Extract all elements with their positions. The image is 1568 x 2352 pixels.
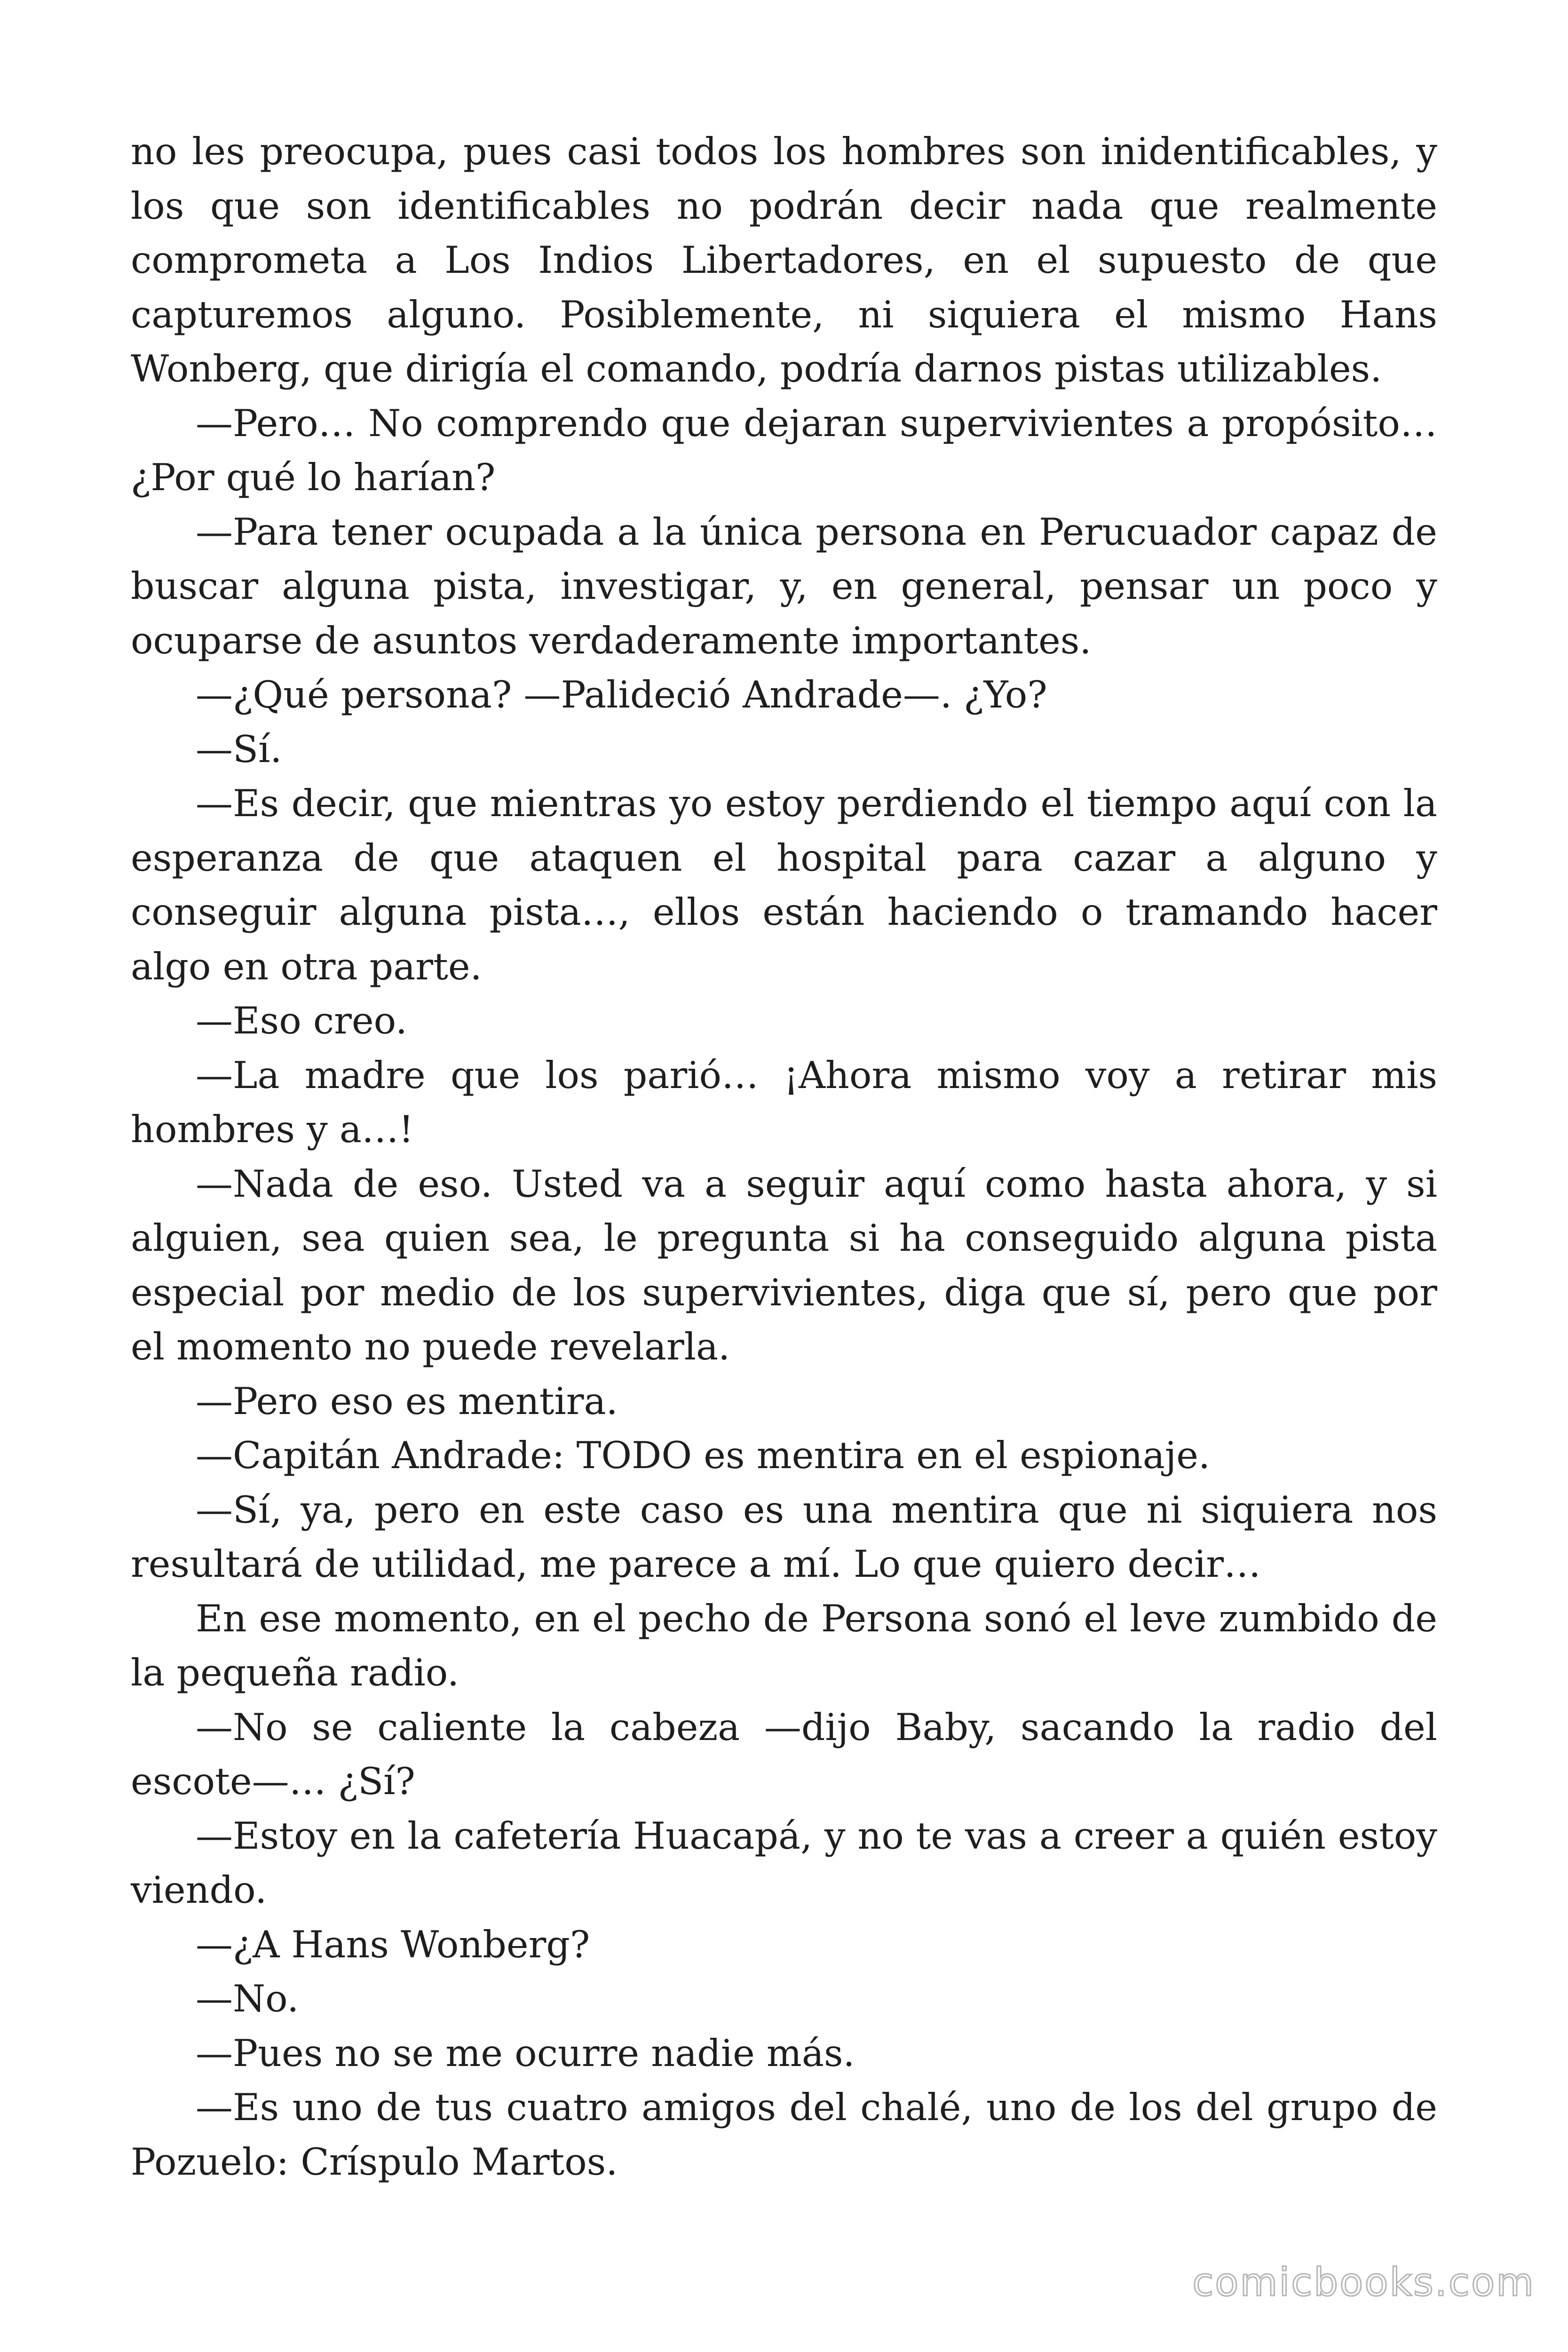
paragraph-2: —Pero… No comprendo que dejaran supervivientes a propósito… ¿Por qué lo harían? (131, 401, 1437, 499)
page-body (131, 125, 1437, 2189)
paragraph-5: —Sí. (196, 727, 282, 771)
paragraph-10: —Pero eso es mentira. (196, 1379, 618, 1423)
paragraph-7: —Eso creo. (196, 999, 407, 1042)
watermark: comicbooks.com (1192, 2260, 1535, 2305)
paragraph-3: —Para tener ocupada a la única persona en Perucuador capaz de buscar alguna pista, investigar, y, en general, pensar un poco y ocuparse de asuntos verdaderamente importantes. (131, 510, 1437, 662)
paragraph-13: En ese momento, en el pecho de Persona sonó el leve zumbido de la pequeña radio. (131, 1597, 1437, 1694)
paragraph-6: —Es decir, que mientras yo estoy perdiendo el tiempo aquí con la esperanza de que ataquen el hospital para cazar a alguno y conseguir alguna pista…, ellos están haciendo o tramando hacer algo en otra parte. (131, 782, 1437, 988)
paragraph-14: —No se caliente la cabeza —dijo Baby, sacando la radio del escote—… ¿Sí? (131, 1705, 1437, 1803)
paragraph-4: —¿Qué persona? —Palideció Andrade—. ¿Yo? (196, 673, 1047, 716)
paragraph-17: —No. (196, 1977, 299, 2020)
paragraph-15: —Estoy en la cafetería Huacapá, y no te vas a creer a quién estoy viendo. (131, 1814, 1437, 1912)
paragraph-11: —Capitán Andrade: TODO es mentira en el espionaje. (196, 1434, 1211, 1477)
paragraph-1: no les preocupa, pues casi todos los hombres son inidentificables, y los que son identificables no podrán decir nada que realmente comprometa a Los Indios Libertadores, en el supuesto de que capturemos alguno. Posiblemente, ni siquiera el mismo Hans Wonberg, que dirigía el comando, podría darnos pistas utilizables. (131, 130, 1437, 390)
paragraph-18: —Pues no se me ocurre nadie más. (196, 2031, 855, 2075)
paragraph-12: —Sí, ya, pero en este caso es una mentira que ni siquiera nos resultará de utilidad, me parece a mí. Lo que quiero decir… (131, 1488, 1437, 1586)
paragraph-16: —¿A Hans Wonberg? (196, 1923, 590, 1966)
paragraph-9: —Nada de eso. Usted va a seguir aquí como hasta ahora, y si alguien, sea quien sea, le pregunta si ha conseguido alguna pista especial por medio de los supervivientes, diga que sí, pero que por el momento no puede revelarla. (131, 1162, 1437, 1368)
paragraph-19: —Es uno de tus cuatro amigos del chalé, uno de los del grupo de Pozuelo: Críspulo Martos. (131, 2086, 1437, 2184)
paragraph-8: —La madre que los parió… ¡Ahora mismo voy a retirar mis hombres y a…! (131, 1053, 1437, 1151)
